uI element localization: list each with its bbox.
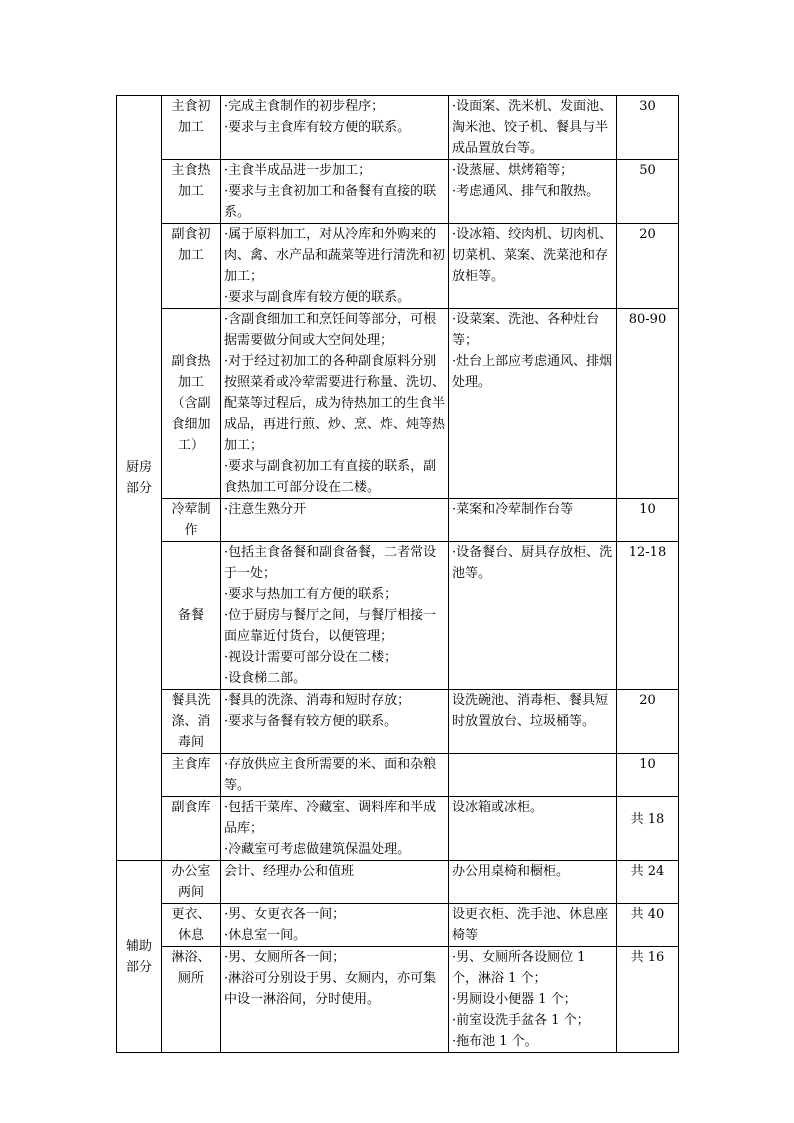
requirements-cell: ·包括主食备餐和副食备餐，二者常设于一处； ·要求与热加工有方便的联系； ·位于厨房与餐厅之间，与餐厅相接一面应靠近付货台，以便管理； ·视设计需要可部分设在二楼； ·设食梯二部。 [221,542,449,690]
table-row [117,96,679,160]
table-row [117,499,679,542]
equipment-cell: ·设菜案、洗池、各种灶台等； ·灶台上部应考虑通风、排烟处理。 [449,309,617,499]
requirements-cell: ·男、女更衣各一间； ·休息室一间。 [221,904,449,947]
room-name: 备餐 [162,542,221,690]
area-cell: 12-18 [617,542,679,690]
requirements-cell: ·含副食细加工和烹饪间等部分，可根据需要做分间或大空间处理； ·对于经过初加工的各种副食原料分别按照菜肴或冷荤需要进行称量、洗切、配菜等过程后，成为待热加工的生食半成品，再进行煎、炒、烹、炸、炖等热加工； ·要求与副食初加工有直接的联系，副食热加工可部分设在二楼。 [221,309,449,499]
equipment-cell: 办公用桌椅和橱柜。 [449,861,617,904]
table-row [117,861,679,904]
table-row [117,224,679,309]
table-row [117,797,679,861]
table-row [117,904,679,947]
requirements-cell: ·属于原料加工，对从冷库和外购来的肉、禽、水产品和蔬菜等进行清洗和初加工； ·要求与副食库有较方便的联系。 [221,224,449,309]
area-cell: 50 [617,160,679,224]
equipment-cell: 设洗碗池、消毒柜、餐具短时放置放台、垃圾桶等。 [449,690,617,754]
equipment-cell: ·设备餐台、厨具存放柜、洗池等。 [449,542,617,690]
area-cell: 10 [617,499,679,542]
room-name: 餐具洗涤、消毒间 [162,690,221,754]
equipment-cell: ·设蒸屉、烘烤箱等； ·考虑通风、排气和散热。 [449,160,617,224]
room-name: 主食初加工 [162,96,221,160]
section-kitchen: 厨房部分 [117,96,162,861]
equipment-cell: ·男、女厕所各设厕位 1 个，淋浴 1 个； ·男厕设小便器 1 个； ·前室设洗手盆各 1 个； ·拖布池 1 个。 [449,947,617,1053]
room-name: 冷荤制作 [162,499,221,542]
equipment-cell: 设冰箱或冰柜。 [449,797,617,861]
room-name: 副食热加工（含副食细加工） [162,309,221,499]
table-row [117,690,679,754]
equipment-cell: 设更衣柜、洗手池、休息座椅等 [449,904,617,947]
area-cell: 20 [617,690,679,754]
area-cell: 30 [617,96,679,160]
room-name: 淋浴、厕所 [162,947,221,1053]
table-row [117,160,679,224]
equipment-cell: ·设冰箱、绞肉机、切肉机、切菜机、菜案、洗菜池和存放柜等。 [449,224,617,309]
area-cell: 共 16 [617,947,679,1053]
room-name: 副食库 [162,797,221,861]
area-cell: 共 18 [617,797,679,861]
table-row [117,754,679,797]
area-cell: 共 24 [617,861,679,904]
room-name: 办公室两间 [162,861,221,904]
requirements-cell: ·注意生熟分开 [221,499,449,542]
requirements-cell: ·包括干菜库、冷藏室、调料库和半成品库； ·冷藏室可考虑做建筑保温处理。 [221,797,449,861]
room-name: 更衣、休息 [162,904,221,947]
equipment-cell: ·设面案、洗米机、发面池、淘米池、饺子机、餐具与半成品置放台等。 [449,96,617,160]
requirements-cell: ·男、女厕所各一间； ·淋浴可分别设于男、女厕内，亦可集中设一淋浴间，分时使用。 [221,947,449,1053]
section-auxiliary: 辅助部分 [117,861,162,1053]
table-row [117,947,679,1053]
requirements-cell: 会计、经理办公和值班 [221,861,449,904]
room-name: 副食初加工 [162,224,221,309]
requirements-cell: ·完成主食制作的初步程序； ·要求与主食库有较方便的联系。 [221,96,449,160]
requirements-cell: ·餐具的洗涤、消毒和短时存放； ·要求与备餐有较方便的联系。 [221,690,449,754]
table-row [117,542,679,690]
room-name: 主食热加工 [162,160,221,224]
area-cell: 共 40 [617,904,679,947]
requirements-cell: ·存放供应主食所需要的米、面和杂粮等。 [221,754,449,797]
room-spec-table [116,95,679,1053]
area-cell: 10 [617,754,679,797]
equipment-cell: ·菜案和冷荤制作台等 [449,499,617,542]
area-cell: 80-90 [617,309,679,499]
requirements-cell: ·主食半成品进一步加工； ·要求与主食初加工和备餐有直接的联系。 [221,160,449,224]
table-row [117,309,679,499]
equipment-cell [449,754,617,797]
room-name: 主食库 [162,754,221,797]
area-cell: 20 [617,224,679,309]
